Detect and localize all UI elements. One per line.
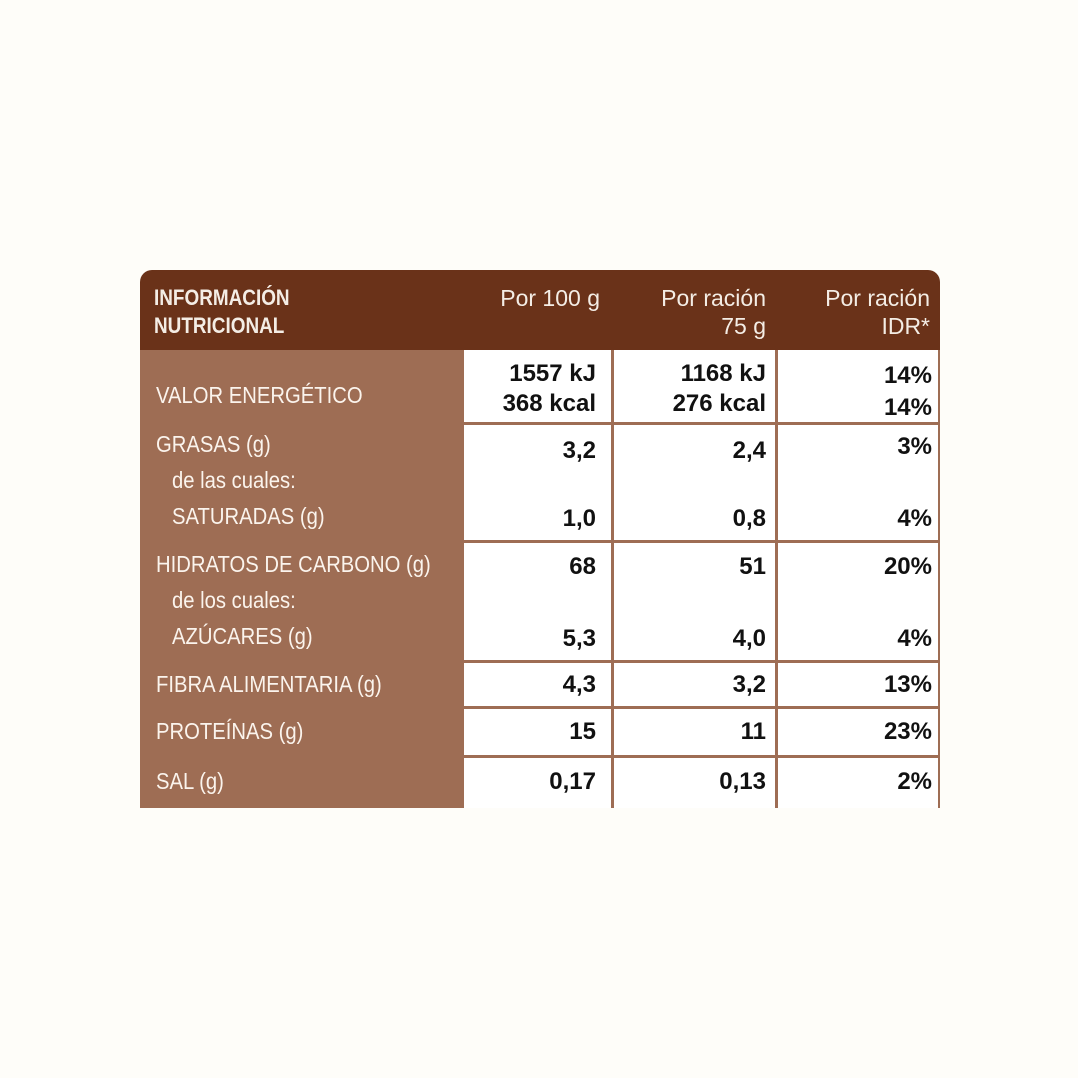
nutrition-table	[140, 270, 940, 808]
energy-serving-kj: 1168 kJ	[680, 360, 766, 387]
column-divider	[461, 350, 464, 808]
row-label: FIBRA ALIMENTARIA (g)	[156, 671, 382, 697]
header-per-100g-label: Por 100 g	[500, 285, 600, 311]
table-row-fat	[140, 425, 940, 540]
header-per-serving-idr	[780, 284, 930, 340]
salt-per100: 0,17	[549, 768, 596, 795]
saturated-per100: 1,0	[562, 505, 596, 532]
label-cell-fiber	[140, 663, 461, 706]
energy-per100-kcal: 368 kcal	[502, 390, 596, 417]
label-cell-salt	[140, 758, 461, 808]
protein-serving: 11	[740, 718, 766, 745]
header-per-serving-line1: Por ración	[661, 285, 766, 311]
carbs-idr: 20%	[883, 553, 932, 580]
row-label: PROTEÍNAS (g)	[156, 718, 304, 744]
table-row-energy	[140, 350, 940, 422]
energy-idr-kcal: 14%	[883, 394, 932, 421]
energy-idr-kj: 14%	[883, 362, 932, 389]
header-per-serving-line2: 75 g	[721, 313, 766, 339]
label-cell-energy	[140, 350, 461, 422]
carbs-serving: 51	[739, 553, 766, 580]
fiber-serving: 3,2	[732, 671, 766, 698]
header-title	[154, 284, 290, 340]
table-row-fiber	[140, 663, 940, 706]
table-row-protein	[140, 709, 940, 755]
row-label: HIDRATOS DE CARBONO (g)	[156, 551, 431, 577]
saturated-idr: 4%	[897, 505, 932, 532]
fiber-idr: 13%	[883, 671, 932, 698]
table-body	[140, 350, 940, 808]
table-right-edge	[938, 350, 940, 808]
fat-per100: 3,2	[562, 437, 596, 464]
table-row-salt	[140, 758, 940, 808]
salt-idr: 2%	[897, 768, 932, 795]
label-cell-protein	[140, 709, 461, 755]
saturated-serving: 0,8	[732, 505, 766, 532]
header-idr-line1: Por ración	[825, 285, 930, 311]
label-cell-carbs	[140, 543, 461, 660]
row-label: SAL (g)	[156, 768, 224, 794]
header-title-line1: INFORMACIÓN	[154, 285, 290, 310]
table-row-carbs	[140, 543, 940, 660]
protein-idr: 23%	[883, 718, 932, 745]
label-cell-fat	[140, 425, 461, 540]
row-sub-label: SATURADAS (g)	[172, 503, 325, 529]
energy-per100-kj: 1557 kJ	[509, 360, 596, 387]
sugars-per100: 5,3	[562, 625, 596, 652]
header-idr-line2: IDR*	[881, 313, 930, 339]
column-divider	[611, 350, 614, 808]
carbs-per100: 68	[569, 553, 596, 580]
energy-serving-kcal: 276 kcal	[672, 390, 766, 417]
fat-idr: 3%	[897, 433, 932, 460]
header-per-100g	[462, 284, 600, 312]
column-divider	[775, 350, 778, 808]
row-sub-label: AZÚCARES (g)	[172, 623, 313, 649]
fat-serving: 2,4	[732, 437, 766, 464]
sugars-serving: 4,0	[732, 625, 766, 652]
row-sub-intro: de las cuales:	[172, 467, 296, 493]
row-label: GRASAS (g)	[156, 431, 271, 457]
header-title-line2: NUTRICIONAL	[154, 313, 285, 338]
protein-per100: 15	[569, 718, 596, 745]
sugars-idr: 4%	[897, 625, 932, 652]
fiber-per100: 4,3	[562, 671, 596, 698]
row-sub-intro: de los cuales:	[172, 587, 296, 613]
salt-serving: 0,13	[719, 768, 766, 795]
table-header	[140, 270, 940, 350]
header-per-serving	[612, 284, 766, 340]
row-label: VALOR ENERGÉTICO	[156, 382, 363, 408]
